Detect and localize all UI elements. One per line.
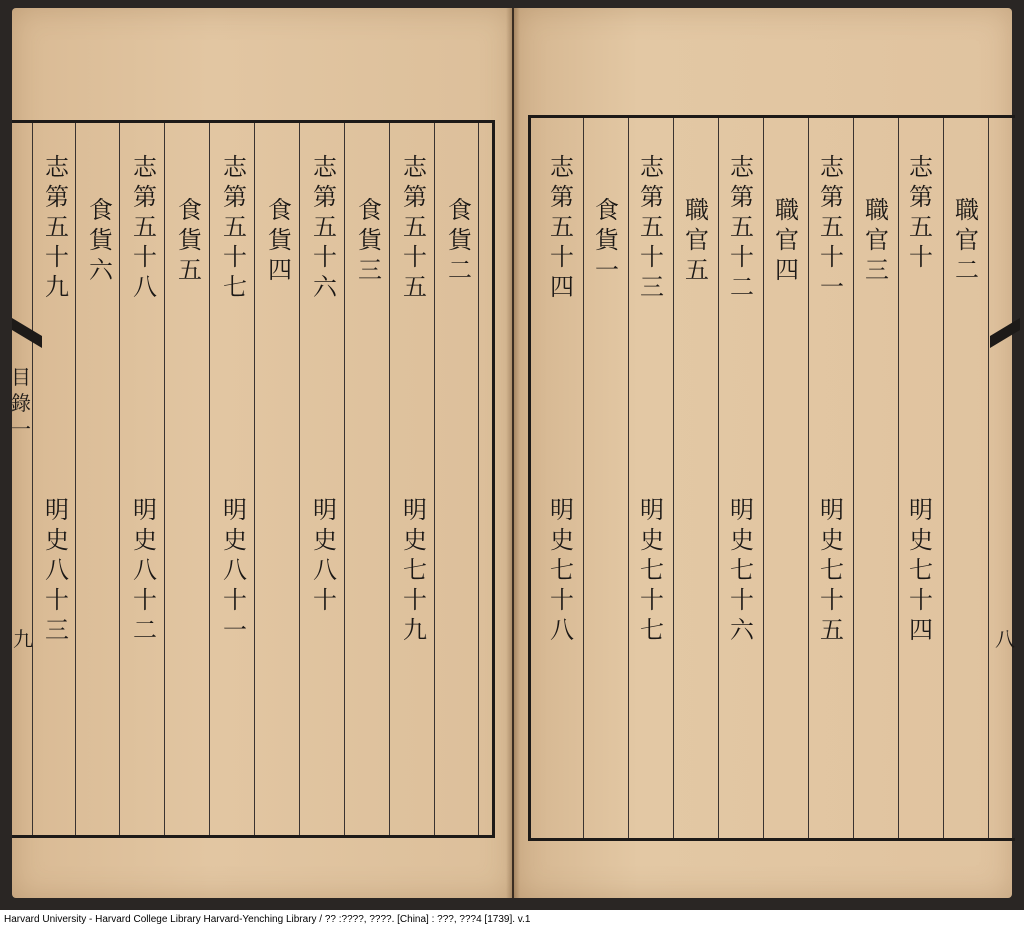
toc-entry-title: 志 第 五 十 二 <box>730 153 754 301</box>
fishtail-mark <box>990 318 1020 348</box>
toc-entry-title: 志 第 五 十 六 <box>313 153 337 301</box>
toc-entry-subtitle: 食 貨 三 <box>358 196 382 284</box>
toc-entry-volume: 明 史 七 十 五 <box>820 496 844 644</box>
toc-entry-title: 志 第 五 十 四 <box>550 153 574 301</box>
margin-page-number: 八 <box>995 627 1015 651</box>
toc-entry-title: 志 第 五 十 八 <box>133 153 157 301</box>
toc-entry-subtitle: 職 官 五 <box>685 196 709 284</box>
column-rule <box>763 118 764 838</box>
column-rule <box>988 118 989 838</box>
toc-entry-title: 志 第 五 十 三 <box>640 153 664 301</box>
margin-page-number: 九 <box>13 627 33 651</box>
toc-entry-volume: 明 史 七 十 六 <box>730 496 754 644</box>
toc-entry-subtitle: 食 貨 四 <box>268 196 292 284</box>
fishtail-mark <box>12 318 42 348</box>
toc-entry-title: 志 第 五 十 五 <box>403 153 427 301</box>
column-rule <box>853 118 854 838</box>
toc-entry-title: 志 第 五 十 九 <box>45 153 69 301</box>
toc-entry-title: 志 第 五 十 七 <box>223 153 247 301</box>
column-rule <box>583 118 584 838</box>
toc-entry-subtitle: 食 貨 一 <box>595 196 619 284</box>
library-citation: Harvard University - Harvard College Library Harvard-Yenching Library / ?? :????, ????. [China] : ???, ???4 [1739]. v.1 <box>4 914 531 925</box>
toc-entry-subtitle: 食 貨 五 <box>178 196 202 284</box>
toc-entry-volume: 明 史 八 十 <box>313 496 337 614</box>
toc-entry-volume: 明 史 八 十 二 <box>133 496 157 644</box>
column-rule <box>628 118 629 838</box>
toc-entry-subtitle: 食 貨 二 <box>448 196 472 284</box>
toc-entry-volume: 明 史 八 十 三 <box>45 496 69 644</box>
column-rule <box>718 118 719 838</box>
margin-section-title: 目 錄 一 <box>11 365 31 441</box>
toc-entry-volume: 明 史 七 十 九 <box>403 496 427 644</box>
toc-entry-volume: 明 史 八 十 一 <box>223 496 247 644</box>
toc-entry-title: 志 第 五 十 一 <box>820 153 844 301</box>
column-rule <box>943 118 944 838</box>
toc-entry-subtitle: 職 官 四 <box>775 196 799 284</box>
column-rule <box>673 118 674 838</box>
column-rule <box>808 118 809 838</box>
toc-entry-subtitle: 職 官 三 <box>865 196 889 284</box>
toc-entry-title: 志 第 五 十 <box>909 153 933 271</box>
column-rule <box>898 118 899 838</box>
column-rule <box>32 123 33 835</box>
toc-entry-volume: 明 史 七 十 四 <box>909 496 933 644</box>
toc-entry-subtitle: 職 官 二 <box>955 196 979 284</box>
toc-entry-volume: 明 史 七 十 八 <box>550 496 574 644</box>
toc-entry-volume: 明 史 七 十 七 <box>640 496 664 644</box>
book-gutter <box>506 8 520 898</box>
toc-entry-subtitle: 食 貨 六 <box>89 196 113 284</box>
